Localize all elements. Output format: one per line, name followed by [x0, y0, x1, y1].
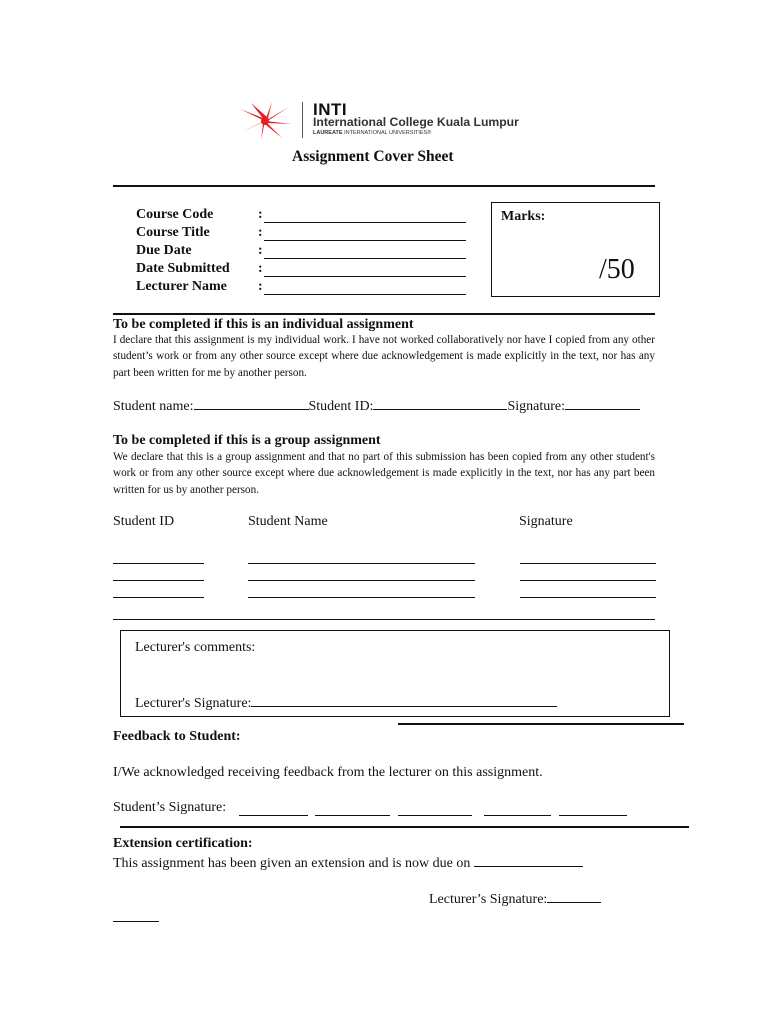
individual-declaration: I declare that this assignment is my individual work. I have not worked collaboratively nor have I copied from any other student’s work or from any other source except where due acknowledgement is made explicitly in the text, nor has any part been written for me by another person.	[113, 334, 655, 379]
group-signature-field[interactable]	[520, 597, 656, 598]
extension-signature-label: Lecturer’s Signature:	[429, 892, 548, 907]
lecturer-comments-label: Lecturer's comments:	[135, 640, 256, 655]
extension-signature-field[interactable]	[547, 890, 601, 903]
logo-tagline	[313, 130, 431, 136]
field-label-due-date: Due Date	[136, 243, 192, 258]
page-title: Assignment Cover Sheet	[292, 148, 454, 165]
marks-label: Marks:	[501, 209, 546, 224]
field-colon: :	[258, 225, 263, 240]
field-label-date-submitted: Date Submitted	[136, 261, 230, 276]
field-label-course-code: Course Code	[136, 207, 214, 222]
extension-signature-field-continued[interactable]	[113, 921, 159, 922]
group-student-name-field[interactable]	[248, 563, 475, 564]
logo-word: INTI	[313, 100, 348, 119]
group-student-id-field[interactable]	[113, 597, 204, 598]
lecturer-name-field[interactable]	[264, 294, 466, 295]
field-label-course-title: Course Title	[136, 225, 210, 240]
group-col-student-name: Student Name	[248, 514, 328, 529]
student-signature-field[interactable]	[559, 815, 627, 816]
tagline-bold: LAUREATE	[313, 130, 343, 136]
group-col-signature: Signature	[519, 514, 573, 529]
group-signature-field[interactable]	[520, 580, 656, 581]
group-student-name-field[interactable]	[248, 580, 475, 581]
title-rule	[113, 185, 655, 187]
date-submitted-field[interactable]	[264, 276, 466, 277]
student-id-field[interactable]	[373, 397, 507, 410]
group-declaration: We declare that this is a group assignment and that no part of this submission has been copied from any other student's work or from any other source except where due acknowledgement is made explicitly in the text, nor has any part been written for us by another person.	[113, 451, 655, 496]
lecturer-signature-row	[135, 694, 557, 712]
section-rule	[113, 313, 655, 315]
tagline-trademark: ®	[427, 130, 432, 136]
signature-label: Signature:	[507, 399, 565, 414]
group-student-name-field[interactable]	[248, 597, 475, 598]
student-signature-row	[113, 800, 226, 816]
extension-row	[113, 854, 583, 872]
extension-due-date-field[interactable]	[474, 854, 583, 867]
student-signature-field[interactable]	[315, 815, 390, 816]
extension-text: This assignment has been given an extension and is now due on	[113, 856, 471, 871]
lecturer-box-rule	[398, 723, 684, 725]
student-signature-label: Student’s Signature:	[113, 800, 227, 815]
inti-logo	[236, 100, 536, 142]
college-name: International College Kuala Lumpur	[313, 115, 519, 129]
group-signature-field[interactable]	[520, 563, 656, 564]
group-student-id-field[interactable]	[113, 580, 204, 581]
extension-signature-row	[429, 890, 601, 908]
group-student-id-field[interactable]	[113, 563, 204, 564]
lecturer-signature-label: Lecturer's Signature:	[135, 696, 252, 711]
extension-heading: Extension certification:	[113, 836, 253, 851]
marks-total: /50	[599, 254, 635, 285]
feedback-heading: Feedback to Student:	[113, 729, 241, 744]
feedback-rule	[120, 826, 689, 828]
group-heading: To be completed if this is a group assignment	[113, 433, 381, 448]
individual-heading: To be completed if this is an individual assignment	[113, 317, 414, 332]
lecturer-comments-box	[120, 630, 670, 717]
student-signature-field[interactable]	[484, 815, 551, 816]
student-signature-field[interactable]	[398, 815, 472, 816]
student-name-label: Student name:	[113, 399, 194, 414]
individual-signoff-row	[113, 397, 640, 415]
feedback-acknowledgement: I/We acknowledged receiving feedback from the lecturer on this assignment.	[113, 765, 543, 780]
field-colon: :	[258, 243, 263, 258]
field-colon: :	[258, 261, 263, 276]
marks-box	[491, 202, 660, 297]
field-colon: :	[258, 279, 263, 294]
signature-field[interactable]	[565, 397, 640, 410]
field-label-lecturer-name: Lecturer Name	[136, 279, 227, 294]
student-name-field[interactable]	[194, 397, 309, 410]
due-date-field[interactable]	[264, 258, 466, 259]
course-title-field[interactable]	[264, 240, 466, 241]
field-colon: :	[258, 207, 263, 222]
group-bottom-rule	[113, 619, 655, 620]
logo-divider	[302, 102, 303, 138]
tagline-rest: INTERNATIONAL UNIVERSITIES	[344, 130, 428, 136]
lecturer-signature-field[interactable]	[251, 694, 557, 707]
course-code-field[interactable]	[264, 222, 466, 223]
student-id-label: Student ID:	[308, 399, 374, 414]
group-col-student-id: Student ID	[113, 514, 175, 529]
logo-star-icon	[236, 100, 294, 142]
student-signature-field[interactable]	[239, 815, 308, 816]
